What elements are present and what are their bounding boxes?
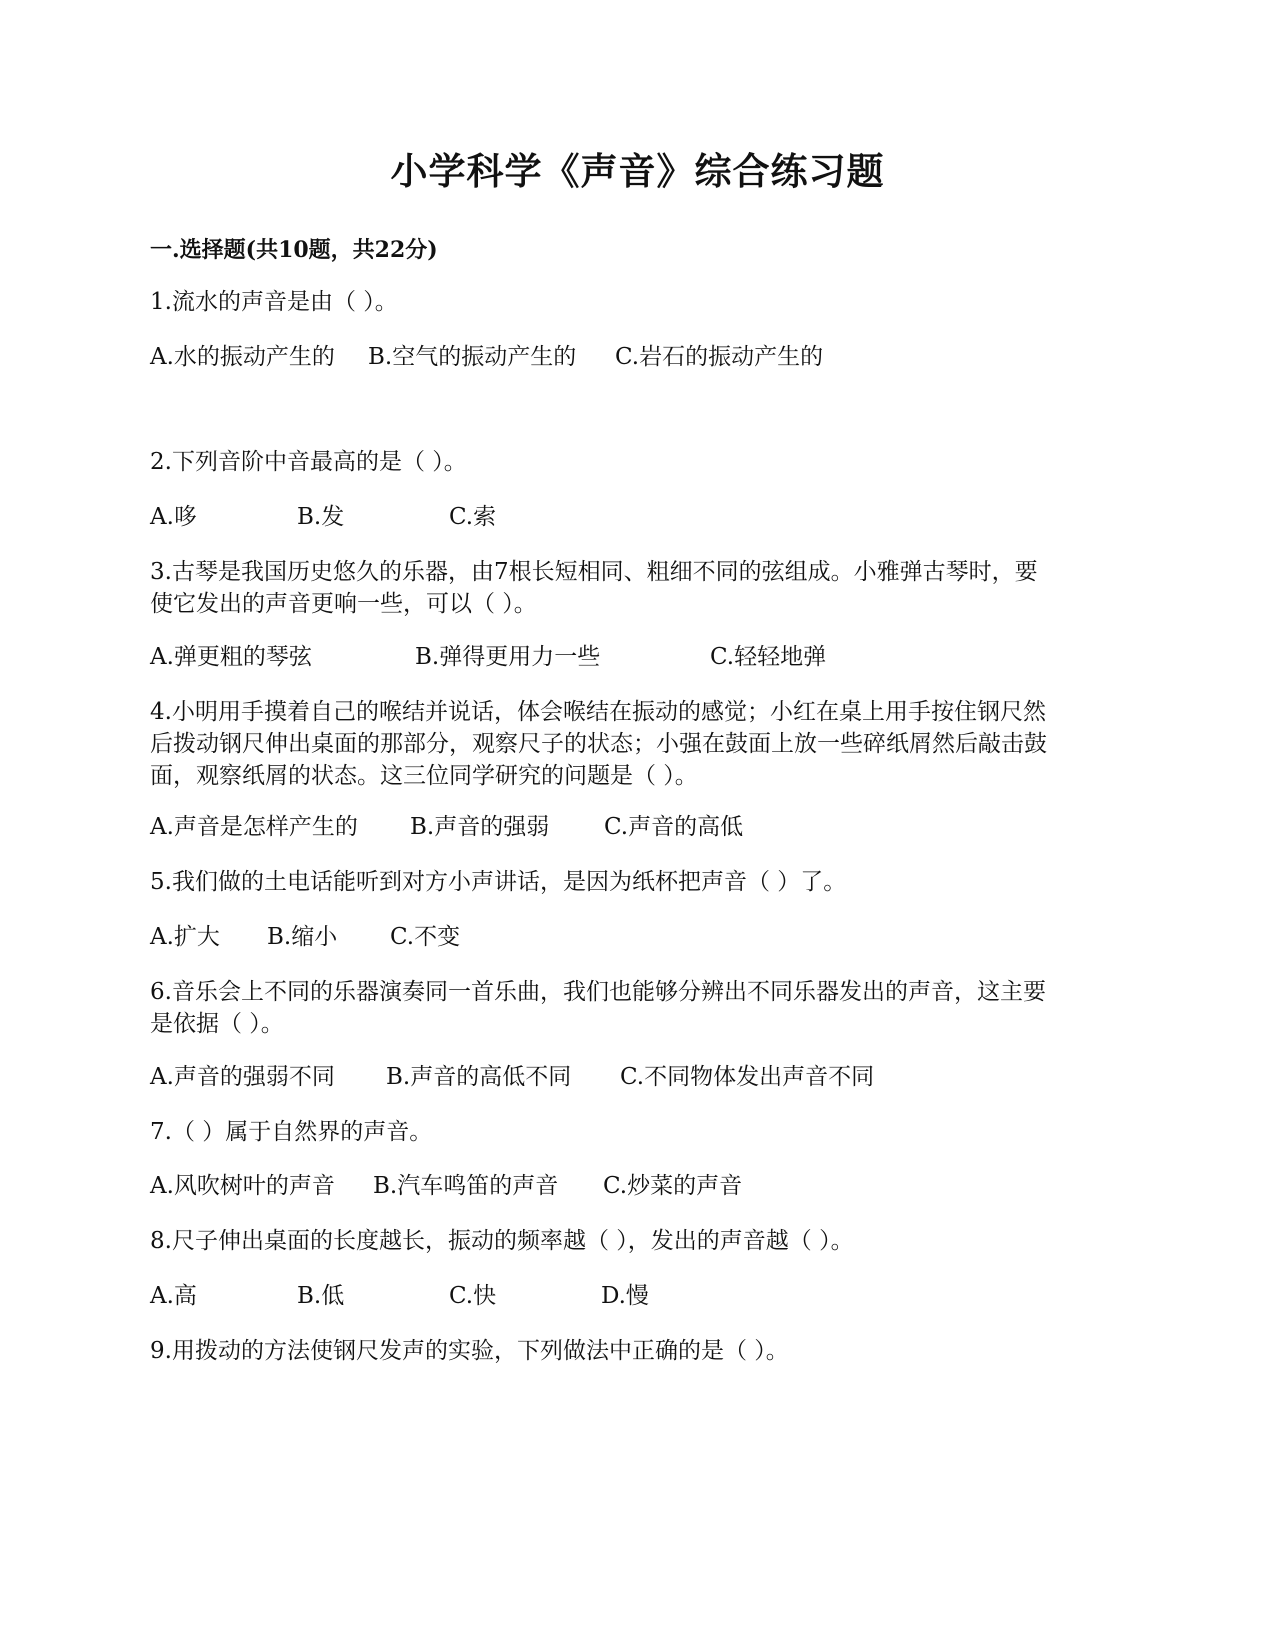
option-c[interactable]: C.索 xyxy=(449,504,497,530)
question-text: 7.（ ）属于自然界的声音。 xyxy=(150,1119,433,1145)
question-text: 9.用拨动的方法使钢尺发声的实验，下列做法中正确的是（ ）。 xyxy=(150,1338,789,1364)
option-a[interactable]: A.扩大 xyxy=(150,924,220,950)
question-text-line-1: 3.古琴是我国历史悠久的乐器，由7根长短相同、粗细不同的弦组成。小雅弹古琴时，要 xyxy=(150,559,1038,585)
option-b[interactable]: B.声音的强弱 xyxy=(410,814,550,840)
option-b[interactable]: B.汽车鸣笛的声音 xyxy=(373,1173,559,1199)
option-b[interactable]: B.空气的振动产生的 xyxy=(368,344,577,370)
question-text: 5.我们做的土电话能听到对方小声讲话，是因为纸杯把声音（ ）了。 xyxy=(150,869,847,895)
question-1 xyxy=(150,286,1130,318)
option-a[interactable]: A.声音是怎样产生的 xyxy=(150,814,358,840)
question-text-line-3: 面，观察纸屑的状态。这三位同学研究的问题是（ ）。 xyxy=(150,763,698,789)
question-text-line-2: 是依据（ ）。 xyxy=(150,1011,284,1037)
option-a[interactable]: A.声音的强弱不同 xyxy=(150,1064,335,1090)
question-6 xyxy=(150,976,1130,1040)
option-d[interactable]: D.慢 xyxy=(601,1283,649,1309)
question-text-line-2: 后拨动钢尺伸出桌面的那部分，观察尺子的状态；小强在鼓面上放一些碎纸屑然后敲击鼓 xyxy=(150,731,1047,757)
option-c[interactable]: C.岩石的振动产生的 xyxy=(615,344,824,370)
question-text: 8.尺子伸出桌面的长度越长，振动的频率越（ ），发出的声音越（ ）。 xyxy=(150,1228,854,1254)
option-c[interactable]: C.快 xyxy=(449,1283,497,1309)
question-9 xyxy=(150,1335,1130,1367)
question-text-line-1: 6.音乐会上不同的乐器演奏同一首乐曲，我们也能够分辨出不同乐器发出的声音，这主要 xyxy=(150,979,1046,1005)
option-c[interactable]: C.不变 xyxy=(390,924,461,950)
option-b[interactable]: B.低 xyxy=(297,1283,345,1309)
question-2 xyxy=(150,446,1130,478)
question-3 xyxy=(150,556,1130,620)
question-8 xyxy=(150,1225,1130,1257)
option-a[interactable]: A.水的振动产生的 xyxy=(150,344,335,370)
question-7 xyxy=(150,1116,1130,1148)
option-c[interactable]: C.轻轻地弹 xyxy=(710,644,827,670)
section-heading: 一.选择题(共10题，共22分) xyxy=(150,237,438,263)
option-a[interactable]: A.弹更粗的琴弦 xyxy=(150,644,312,670)
question-text-line-2: 使它发出的声音更响一些，可以（ ）。 xyxy=(150,591,537,617)
question-4 xyxy=(150,696,1130,792)
option-b[interactable]: B.发 xyxy=(297,504,345,530)
option-b[interactable]: B.缩小 xyxy=(267,924,338,950)
option-c[interactable]: C.声音的高低 xyxy=(604,814,744,840)
question-5 xyxy=(150,866,1130,898)
question-text: 1.流水的声音是由（ ）。 xyxy=(150,289,398,315)
option-b[interactable]: B.声音的高低不同 xyxy=(386,1064,572,1090)
option-a[interactable]: A.哆 xyxy=(150,504,197,530)
option-a[interactable]: A.风吹树叶的声音 xyxy=(150,1173,335,1199)
question-text: 2.下列音阶中音最高的是（ ）。 xyxy=(150,449,467,475)
document-title: 小学科学《声音》综合练习题 xyxy=(390,149,885,193)
option-c[interactable]: C.不同物体发出声音不同 xyxy=(620,1064,875,1090)
question-text-line-1: 4.小明用手摸着自己的喉结并说话，体会喉结在振动的感觉；小红在桌上用手按住钢尺然 xyxy=(150,699,1046,725)
option-b[interactable]: B.弹得更用力一些 xyxy=(415,644,601,670)
option-a[interactable]: A.高 xyxy=(150,1283,197,1309)
option-c[interactable]: C.炒菜的声音 xyxy=(603,1173,743,1199)
